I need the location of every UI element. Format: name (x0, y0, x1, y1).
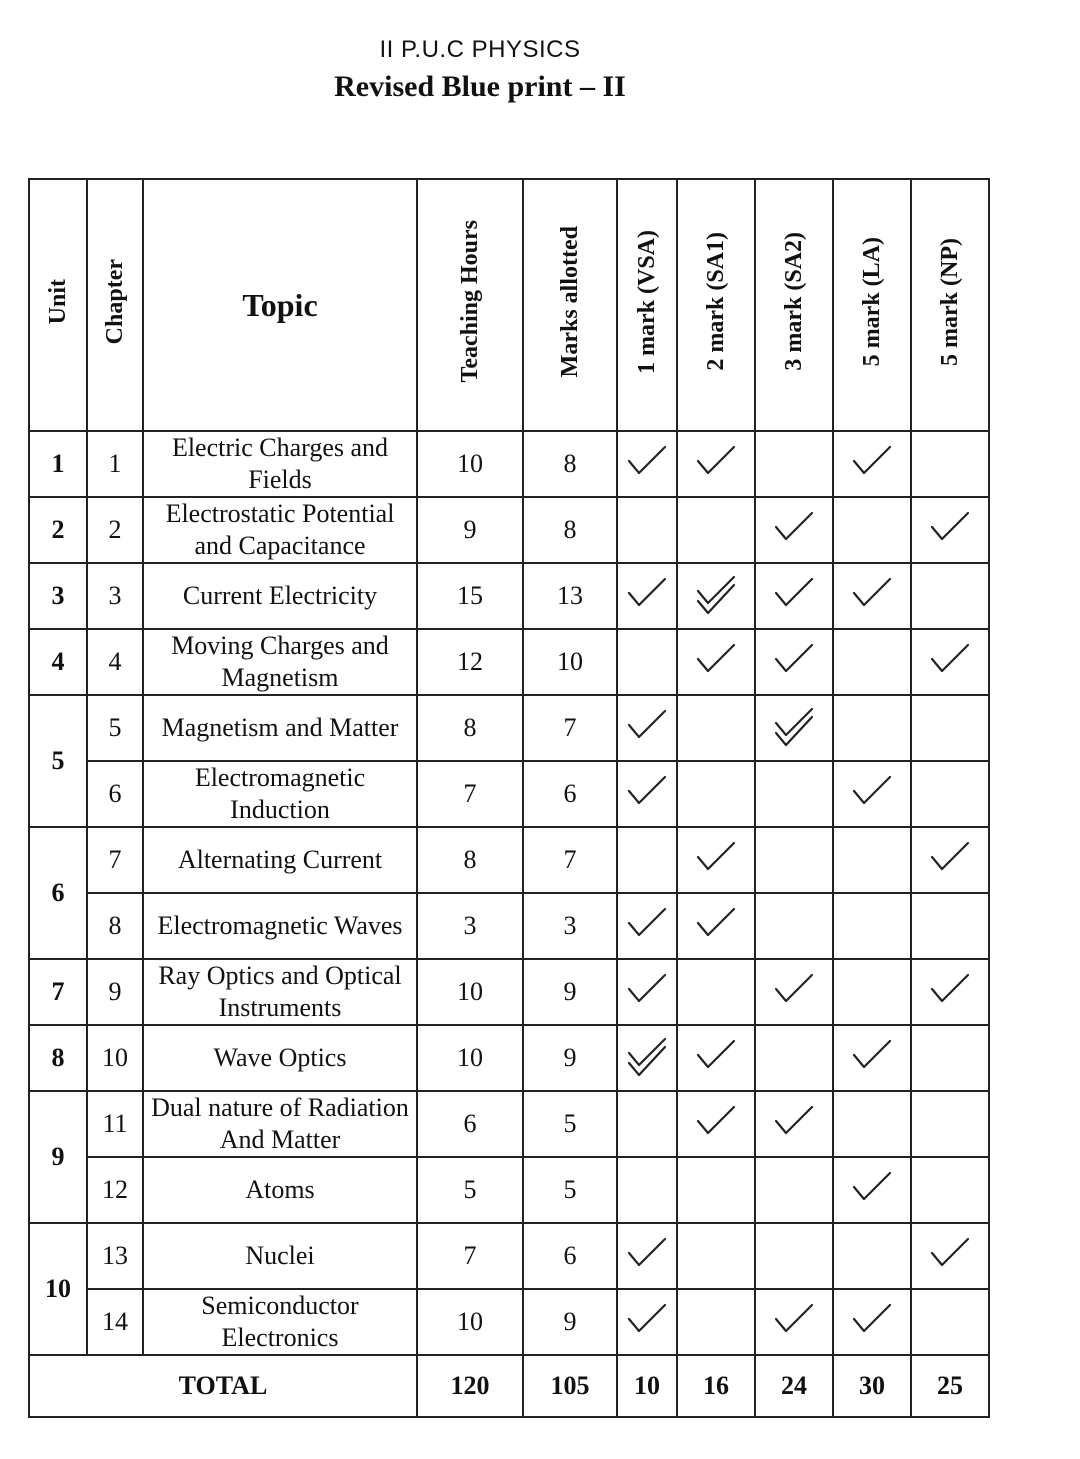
marks-allotted-cell: 8 (523, 431, 617, 497)
np-cell (911, 497, 989, 563)
la-cell (833, 827, 911, 893)
sa1-cell (677, 563, 755, 629)
la-cell (833, 893, 911, 959)
sa1-cell (677, 1289, 755, 1355)
total-hours: 120 (417, 1355, 523, 1417)
marks-allotted-cell: 6 (523, 1223, 617, 1289)
vsa-cell (617, 1091, 677, 1157)
topic-cell: Semiconductor Electronics (143, 1289, 417, 1355)
vsa-cell (617, 695, 677, 761)
sa1-cell (677, 1157, 755, 1223)
topic-cell: Current Electricity (143, 563, 417, 629)
check-icon (625, 771, 669, 811)
check-icon (625, 573, 669, 613)
la-cell (833, 497, 911, 563)
sa2-cell (755, 1157, 833, 1223)
table-row (29, 1091, 989, 1157)
sa2-cell (755, 1289, 833, 1355)
double-check-icon (625, 1033, 669, 1073)
document-subtitle: II P.U.C PHYSICS (379, 36, 581, 63)
sa1-cell (677, 827, 755, 893)
sa1-cell (677, 959, 755, 1025)
unit-cell: 3 (29, 563, 87, 629)
chapter-cell: 4 (87, 629, 143, 695)
vsa-cell (617, 893, 677, 959)
col-header-vsa: 1 mark (VSA) (617, 179, 677, 431)
sa2-cell (755, 959, 833, 1025)
np-cell (911, 1223, 989, 1289)
sa2-cell (755, 629, 833, 695)
total-sa1: 16 (677, 1355, 755, 1417)
marks-allotted-cell: 5 (523, 1091, 617, 1157)
sa1-cell (677, 1025, 755, 1091)
table-row (29, 1289, 989, 1355)
vsa-cell (617, 1157, 677, 1223)
np-cell (911, 959, 989, 1025)
check-icon (625, 1299, 669, 1339)
topic-cell: Electromagnetic Waves (143, 893, 417, 959)
col-header-sa2: 3 mark (SA2) (755, 179, 833, 431)
topic-cell: Wave Optics (143, 1025, 417, 1091)
chapter-cell: 8 (87, 893, 143, 959)
unit-cell: 4 (29, 629, 87, 695)
check-icon (694, 441, 738, 481)
total-np: 25 (911, 1355, 989, 1417)
la-cell (833, 695, 911, 761)
total-row (29, 1355, 989, 1417)
unit-cell: 9 (29, 1091, 87, 1223)
check-icon (772, 1299, 816, 1339)
col-header-marks-allotted: Marks allotted (523, 179, 617, 431)
teaching-hours-cell: 3 (417, 893, 523, 959)
col-header-unit: Unit (29, 179, 87, 431)
vsa-cell (617, 563, 677, 629)
check-icon (928, 837, 972, 877)
sa2-cell (755, 695, 833, 761)
check-icon (928, 507, 972, 547)
marks-allotted-cell: 7 (523, 695, 617, 761)
teaching-hours-cell: 6 (417, 1091, 523, 1157)
blueprint-table (28, 178, 990, 1418)
col-header-sa1: 2 mark (SA1) (677, 179, 755, 431)
chapter-cell: 12 (87, 1157, 143, 1223)
unit-cell: 1 (29, 431, 87, 497)
unit-cell: 6 (29, 827, 87, 959)
check-icon (850, 1035, 894, 1075)
check-icon (928, 969, 972, 1009)
sa2-cell (755, 761, 833, 827)
check-icon (772, 507, 816, 547)
teaching-hours-cell: 9 (417, 497, 523, 563)
sa2-cell (755, 893, 833, 959)
sa1-cell (677, 893, 755, 959)
unit-cell: 8 (29, 1025, 87, 1091)
sa1-cell (677, 761, 755, 827)
header-row (29, 179, 989, 431)
marks-allotted-cell: 13 (523, 563, 617, 629)
table-row (29, 827, 989, 893)
teaching-hours-cell: 10 (417, 1289, 523, 1355)
check-icon (625, 903, 669, 943)
vsa-cell (617, 761, 677, 827)
vsa-cell (617, 959, 677, 1025)
la-cell (833, 1157, 911, 1223)
sa1-cell (677, 1223, 755, 1289)
vsa-cell (617, 431, 677, 497)
sa1-cell (677, 1091, 755, 1157)
check-icon (694, 837, 738, 877)
check-icon (772, 573, 816, 613)
marks-allotted-cell: 9 (523, 1289, 617, 1355)
marks-allotted-cell: 7 (523, 827, 617, 893)
chapter-cell: 11 (87, 1091, 143, 1157)
sa2-cell (755, 563, 833, 629)
check-icon (850, 771, 894, 811)
teaching-hours-cell: 10 (417, 959, 523, 1025)
check-icon (850, 1167, 894, 1207)
topic-cell: Electromagnetic Induction (143, 761, 417, 827)
teaching-hours-cell: 12 (417, 629, 523, 695)
vsa-cell (617, 1025, 677, 1091)
teaching-hours-cell: 10 (417, 1025, 523, 1091)
table-row (29, 1223, 989, 1289)
unit-cell: 2 (29, 497, 87, 563)
total-vsa: 10 (617, 1355, 677, 1417)
la-cell (833, 1223, 911, 1289)
chapter-cell: 9 (87, 959, 143, 1025)
check-icon (625, 1233, 669, 1273)
sa2-cell (755, 1025, 833, 1091)
teaching-hours-cell: 5 (417, 1157, 523, 1223)
document-title: Revised Blue print – II (334, 70, 626, 103)
teaching-hours-cell: 8 (417, 695, 523, 761)
check-icon (694, 1101, 738, 1141)
marks-allotted-cell: 10 (523, 629, 617, 695)
np-cell (911, 1091, 989, 1157)
table-row (29, 695, 989, 761)
marks-allotted-cell: 8 (523, 497, 617, 563)
np-cell (911, 563, 989, 629)
np-cell (911, 827, 989, 893)
chapter-cell: 5 (87, 695, 143, 761)
check-icon (772, 639, 816, 679)
np-cell (911, 893, 989, 959)
table-row (29, 1157, 989, 1223)
la-cell (833, 563, 911, 629)
la-cell (833, 1091, 911, 1157)
marks-allotted-cell: 5 (523, 1157, 617, 1223)
total-label: TOTAL (29, 1355, 417, 1417)
double-check-icon (772, 703, 816, 743)
marks-allotted-cell: 9 (523, 1025, 617, 1091)
vsa-cell (617, 827, 677, 893)
col-header-la: 5 mark (LA) (833, 179, 911, 431)
total-la: 30 (833, 1355, 911, 1417)
table-row (29, 1025, 989, 1091)
chapter-cell: 2 (87, 497, 143, 563)
check-icon (694, 1035, 738, 1075)
check-icon (625, 969, 669, 1009)
np-cell (911, 629, 989, 695)
check-icon (850, 573, 894, 613)
vsa-cell (617, 1223, 677, 1289)
np-cell (911, 761, 989, 827)
sa2-cell (755, 1091, 833, 1157)
total-sa2: 24 (755, 1355, 833, 1417)
sa2-cell (755, 431, 833, 497)
np-cell (911, 1157, 989, 1223)
unit-cell: 5 (29, 695, 87, 827)
la-cell (833, 761, 911, 827)
table-row (29, 497, 989, 563)
topic-cell: Magnetism and Matter (143, 695, 417, 761)
la-cell (833, 431, 911, 497)
topic-cell: Nuclei (143, 1223, 417, 1289)
sa2-cell (755, 497, 833, 563)
check-icon (694, 639, 738, 679)
marks-allotted-cell: 3 (523, 893, 617, 959)
teaching-hours-cell: 7 (417, 1223, 523, 1289)
check-icon (772, 969, 816, 1009)
topic-cell: Dual nature of Radiation And Matter (143, 1091, 417, 1157)
col-header-chapter: Chapter (87, 179, 143, 431)
topic-cell: Ray Optics and Optical Instruments (143, 959, 417, 1025)
topic-cell: Atoms (143, 1157, 417, 1223)
marks-allotted-cell: 9 (523, 959, 617, 1025)
chapter-cell: 3 (87, 563, 143, 629)
la-cell (833, 1289, 911, 1355)
check-icon (850, 441, 894, 481)
table-row (29, 563, 989, 629)
topic-cell: Electric Charges and Fields (143, 431, 417, 497)
chapter-cell: 7 (87, 827, 143, 893)
table-row (29, 431, 989, 497)
topic-cell: Moving Charges and Magnetism (143, 629, 417, 695)
topic-cell: Alternating Current (143, 827, 417, 893)
chapter-cell: 14 (87, 1289, 143, 1355)
col-header-teaching-hours: Teaching Hours (417, 179, 523, 431)
vsa-cell (617, 1289, 677, 1355)
table-row (29, 629, 989, 695)
chapter-cell: 13 (87, 1223, 143, 1289)
np-cell (911, 1289, 989, 1355)
check-icon (625, 705, 669, 745)
chapter-cell: 10 (87, 1025, 143, 1091)
chapter-cell: 1 (87, 431, 143, 497)
sa2-cell (755, 1223, 833, 1289)
teaching-hours-cell: 8 (417, 827, 523, 893)
np-cell (911, 695, 989, 761)
np-cell (911, 1025, 989, 1091)
sa1-cell (677, 431, 755, 497)
table-body (29, 431, 989, 1355)
sa1-cell (677, 695, 755, 761)
sa2-cell (755, 827, 833, 893)
chapter-cell: 6 (87, 761, 143, 827)
check-icon (928, 1233, 972, 1273)
col-header-topic: Topic (143, 179, 417, 431)
check-icon (850, 1299, 894, 1339)
sa1-cell (677, 497, 755, 563)
vsa-cell (617, 629, 677, 695)
sa1-cell (677, 629, 755, 695)
check-icon (625, 441, 669, 481)
vsa-cell (617, 497, 677, 563)
la-cell (833, 629, 911, 695)
col-header-np: 5 mark (NP) (911, 179, 989, 431)
teaching-hours-cell: 15 (417, 563, 523, 629)
check-icon (928, 639, 972, 679)
unit-cell: 7 (29, 959, 87, 1025)
table-row (29, 893, 989, 959)
la-cell (833, 1025, 911, 1091)
marks-allotted-cell: 6 (523, 761, 617, 827)
teaching-hours-cell: 10 (417, 431, 523, 497)
topic-cell: Electrostatic Potential and Capacitance (143, 497, 417, 563)
la-cell (833, 959, 911, 1025)
table-row (29, 761, 989, 827)
total-marks: 105 (523, 1355, 617, 1417)
table-row (29, 959, 989, 1025)
double-check-icon (694, 571, 738, 611)
teaching-hours-cell: 7 (417, 761, 523, 827)
unit-cell: 10 (29, 1223, 87, 1355)
check-icon (694, 903, 738, 943)
check-icon (772, 1101, 816, 1141)
np-cell (911, 431, 989, 497)
